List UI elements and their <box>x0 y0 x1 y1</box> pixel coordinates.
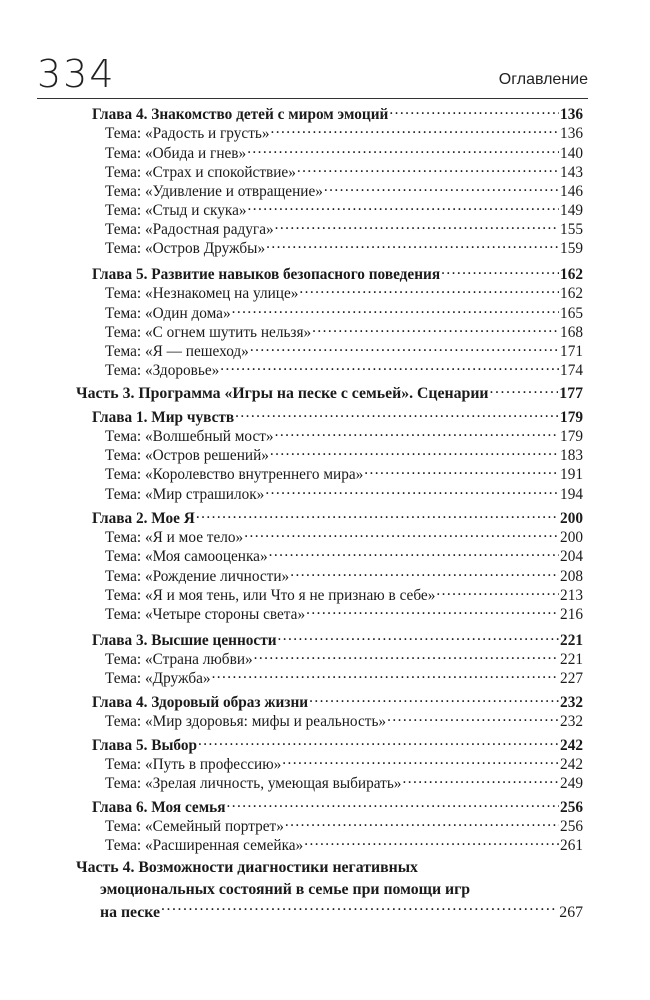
toc-page-number: 256 <box>560 818 583 836</box>
dot-leader <box>285 816 559 831</box>
toc-entry-title: Тема: «Мир страшилок» <box>105 486 265 504</box>
dot-leader <box>387 711 559 726</box>
toc-entry-title: Тема: «С огнем шутить нельзя» <box>105 324 312 342</box>
dot-leader <box>441 264 559 279</box>
dot-leader <box>306 604 559 619</box>
toc-page-number: 200 <box>560 529 583 547</box>
toc-entry-title: Глава 4. Знакомство детей с миром эмоций <box>92 106 389 124</box>
toc-topic-entry <box>105 303 583 323</box>
toc-entry-title: Тема: «Удивление и отвращение» <box>105 183 323 201</box>
toc-page-number: 136 <box>560 125 583 143</box>
toc-page-number: 208 <box>560 568 583 586</box>
toc-topic-entry <box>105 835 583 855</box>
dot-leader <box>282 754 559 769</box>
toc-entry-title: Глава 3. Высшие ценности <box>92 632 277 650</box>
dot-leader <box>161 901 558 917</box>
dot-leader <box>402 773 559 788</box>
toc-entry-title: Тема: «Обида и гнев» <box>105 145 247 163</box>
header-rule <box>37 98 588 99</box>
dot-leader <box>312 322 559 337</box>
toc-topic-entry <box>105 426 583 446</box>
toc-entry-title: Тема: «Радость и грусть» <box>105 125 270 143</box>
toc-entry-title: Глава 5. Выбор <box>92 737 198 755</box>
toc-chapter-entry <box>92 797 583 817</box>
toc-page-number: 159 <box>560 240 583 258</box>
dot-leader <box>304 835 559 850</box>
toc-page-number: 216 <box>560 606 583 624</box>
toc-chapter-entry <box>92 104 583 124</box>
toc-part-line-1: Часть 4. Возможности диагностики негативных <box>76 859 418 876</box>
toc-page-number: 171 <box>560 343 583 361</box>
dot-leader <box>324 181 559 196</box>
toc-topic-entry <box>105 604 583 624</box>
dot-leader <box>389 104 559 119</box>
dot-leader <box>212 668 559 683</box>
dot-leader <box>269 546 559 561</box>
toc-topic-entry <box>105 322 583 342</box>
dot-leader <box>278 630 560 645</box>
toc-topic-entry <box>105 464 583 484</box>
toc-entry-title: Тема: «Семейный портрет» <box>105 818 284 836</box>
toc-topic-entry <box>105 123 583 143</box>
toc-page-number: 162 <box>560 285 583 303</box>
toc-page-number: 155 <box>560 221 583 239</box>
toc-page-number: 136 <box>560 106 583 124</box>
running-title: Оглавление <box>498 71 588 88</box>
dot-leader <box>290 566 559 581</box>
toc-entry-title: Тема: «Остров решений» <box>105 447 269 465</box>
toc-page-number: 140 <box>560 145 583 163</box>
toc-topic-entry <box>105 754 583 774</box>
toc-topic-entry <box>105 445 583 465</box>
dot-leader <box>254 649 559 664</box>
dot-leader <box>271 123 560 138</box>
toc-entry-title: Тема: «Четыре стороны света» <box>105 606 306 624</box>
toc-entry-title: Тема: «Волшебный мост» <box>105 428 274 446</box>
toc-entry-title: Тема: «Здоровье» <box>105 362 220 380</box>
toc-page-number: 200 <box>560 510 583 528</box>
toc-entry-title: Тема: «Рождение личности» <box>105 568 290 586</box>
toc-page-number: 267 <box>559 903 583 921</box>
toc-page-number: 232 <box>560 713 583 731</box>
toc-page-number: 165 <box>560 305 583 323</box>
toc-part-line-3-text: на песке <box>100 903 160 921</box>
dot-leader <box>436 585 559 600</box>
toc-topic-entry <box>105 546 583 566</box>
toc-entry-title: Тема: «Остров Дружбы» <box>105 240 266 258</box>
toc-chapter-entry <box>92 407 583 427</box>
toc-topic-entry <box>105 181 583 201</box>
toc-topic-entry <box>105 527 583 547</box>
toc-chapter-entry <box>92 264 583 284</box>
dot-leader <box>232 303 559 318</box>
toc-page-number: 162 <box>560 266 583 284</box>
toc-topic-entry <box>105 283 583 303</box>
toc-entry-title: Глава 6. Моя семья <box>92 799 226 817</box>
dot-leader <box>247 143 559 158</box>
toc-page-number: 213 <box>560 587 583 605</box>
dot-leader <box>198 735 559 750</box>
toc-page-number: 174 <box>560 362 583 380</box>
toc-topic-entry <box>105 649 583 669</box>
toc-entry-title: Глава 4. Здоровый образ жизни <box>92 694 309 712</box>
toc-page-number: 183 <box>560 447 583 465</box>
toc-part-entry <box>76 382 583 403</box>
toc-page-number: 221 <box>560 632 583 650</box>
toc-entry-title: Тема: «Я и мое тело» <box>105 529 244 547</box>
dot-leader <box>265 484 559 499</box>
toc-entry-title: Глава 2. Мое Я <box>92 510 195 528</box>
toc-topic-entry <box>105 668 583 688</box>
toc-page-number: 146 <box>560 183 583 201</box>
toc-page-number: 204 <box>560 548 583 566</box>
toc-entry-title: Часть 3. Программа «Игры на песке с семьей». Сценарии <box>76 384 489 402</box>
dot-leader <box>275 426 559 441</box>
toc-page-number: 191 <box>560 466 583 484</box>
toc-chapter-entry <box>92 630 583 650</box>
toc-page-number: 221 <box>560 651 583 669</box>
toc-chapter-entry <box>92 735 583 755</box>
toc-entry-title: Тема: «Я и моя тень, или Что я не признаю в себе» <box>105 587 436 605</box>
toc-entry-title: Глава 1. Мир чувств <box>92 409 235 427</box>
toc-entry-title: Тема: «Стыд и скука» <box>105 202 247 220</box>
toc-entry-title: Тема: «Путь в профессию» <box>105 756 282 774</box>
toc-entry-title: Тема: «Моя самооценка» <box>105 548 268 566</box>
toc-topic-entry <box>105 238 583 258</box>
toc-page-number: 242 <box>560 737 583 755</box>
toc-page-number: 149 <box>560 202 583 220</box>
toc-entry-title: Тема: «Зрелая личность, умеющая выбирать» <box>105 775 402 793</box>
toc-entry-title: Глава 5. Развитие навыков безопасного поведения <box>92 266 441 284</box>
dot-leader <box>364 464 559 479</box>
dot-leader <box>266 238 559 253</box>
toc-part-entry <box>76 857 583 924</box>
toc-topic-entry <box>105 566 583 586</box>
toc-page-number: 227 <box>560 670 583 688</box>
toc-entry-title: Тема: «Мир здоровья: мифы и реальность» <box>105 713 387 731</box>
page-header <box>37 54 588 104</box>
dot-leader <box>220 360 559 375</box>
toc-entry-title: Тема: «Страх и спокойствие» <box>105 164 296 182</box>
toc-entry-title: Тема: «Страна любви» <box>105 651 253 669</box>
toc-topic-entry <box>105 484 583 504</box>
toc-topic-entry <box>105 773 583 793</box>
dot-leader <box>270 445 559 460</box>
toc-entry-title: Тема: «Радостная радуга» <box>105 221 274 239</box>
dot-leader <box>309 692 559 707</box>
toc-topic-entry <box>105 200 583 220</box>
toc-topic-entry <box>105 219 583 239</box>
toc-topic-entry <box>105 816 583 836</box>
toc-page-number: 177 <box>559 384 583 402</box>
dot-leader <box>297 162 559 177</box>
toc-entry-title: Тема: «Я — пешеход» <box>105 343 249 361</box>
toc-topic-entry <box>105 711 583 731</box>
toc-topic-entry <box>105 341 583 361</box>
dot-leader <box>227 797 560 812</box>
toc-entry-title: Тема: «Дружба» <box>105 670 211 688</box>
toc-page-number: 194 <box>560 486 583 504</box>
toc-page-number: 179 <box>560 428 583 446</box>
toc-page-number: 143 <box>560 164 583 182</box>
toc-part-line-2: эмоциональных состояний в семье при помощи игр <box>100 881 471 898</box>
dot-leader <box>275 219 559 234</box>
toc-topic-entry <box>105 143 583 163</box>
toc-page-number: 261 <box>560 837 583 855</box>
toc-topic-entry <box>105 162 583 182</box>
dot-leader <box>235 407 559 422</box>
page-number: 334 <box>37 52 116 96</box>
toc-page-number: 168 <box>560 324 583 342</box>
toc-part-line-3 <box>76 901 583 924</box>
toc-page-number: 249 <box>560 775 583 793</box>
dot-leader <box>299 283 559 298</box>
dot-leader <box>244 527 559 542</box>
dot-leader <box>248 200 560 215</box>
toc-entry-title: Тема: «Королевство внутреннего мира» <box>105 466 364 484</box>
toc-topic-entry <box>105 360 583 380</box>
toc-page-number: 256 <box>560 799 583 817</box>
toc-topic-entry <box>105 585 583 605</box>
dot-leader <box>490 382 559 398</box>
toc-page-number: 242 <box>560 756 583 774</box>
toc-entry-title: Тема: «Расширенная семейка» <box>105 837 304 855</box>
toc-chapter-entry <box>92 508 583 528</box>
toc-page-number: 179 <box>560 409 583 427</box>
toc-entry-title: Тема: «Незнакомец на улице» <box>105 285 299 303</box>
toc-page-number: 232 <box>560 694 583 712</box>
toc-entry-title: Тема: «Один дома» <box>105 305 231 323</box>
dot-leader <box>250 341 559 356</box>
toc-chapter-entry <box>92 692 583 712</box>
dot-leader <box>196 508 559 523</box>
